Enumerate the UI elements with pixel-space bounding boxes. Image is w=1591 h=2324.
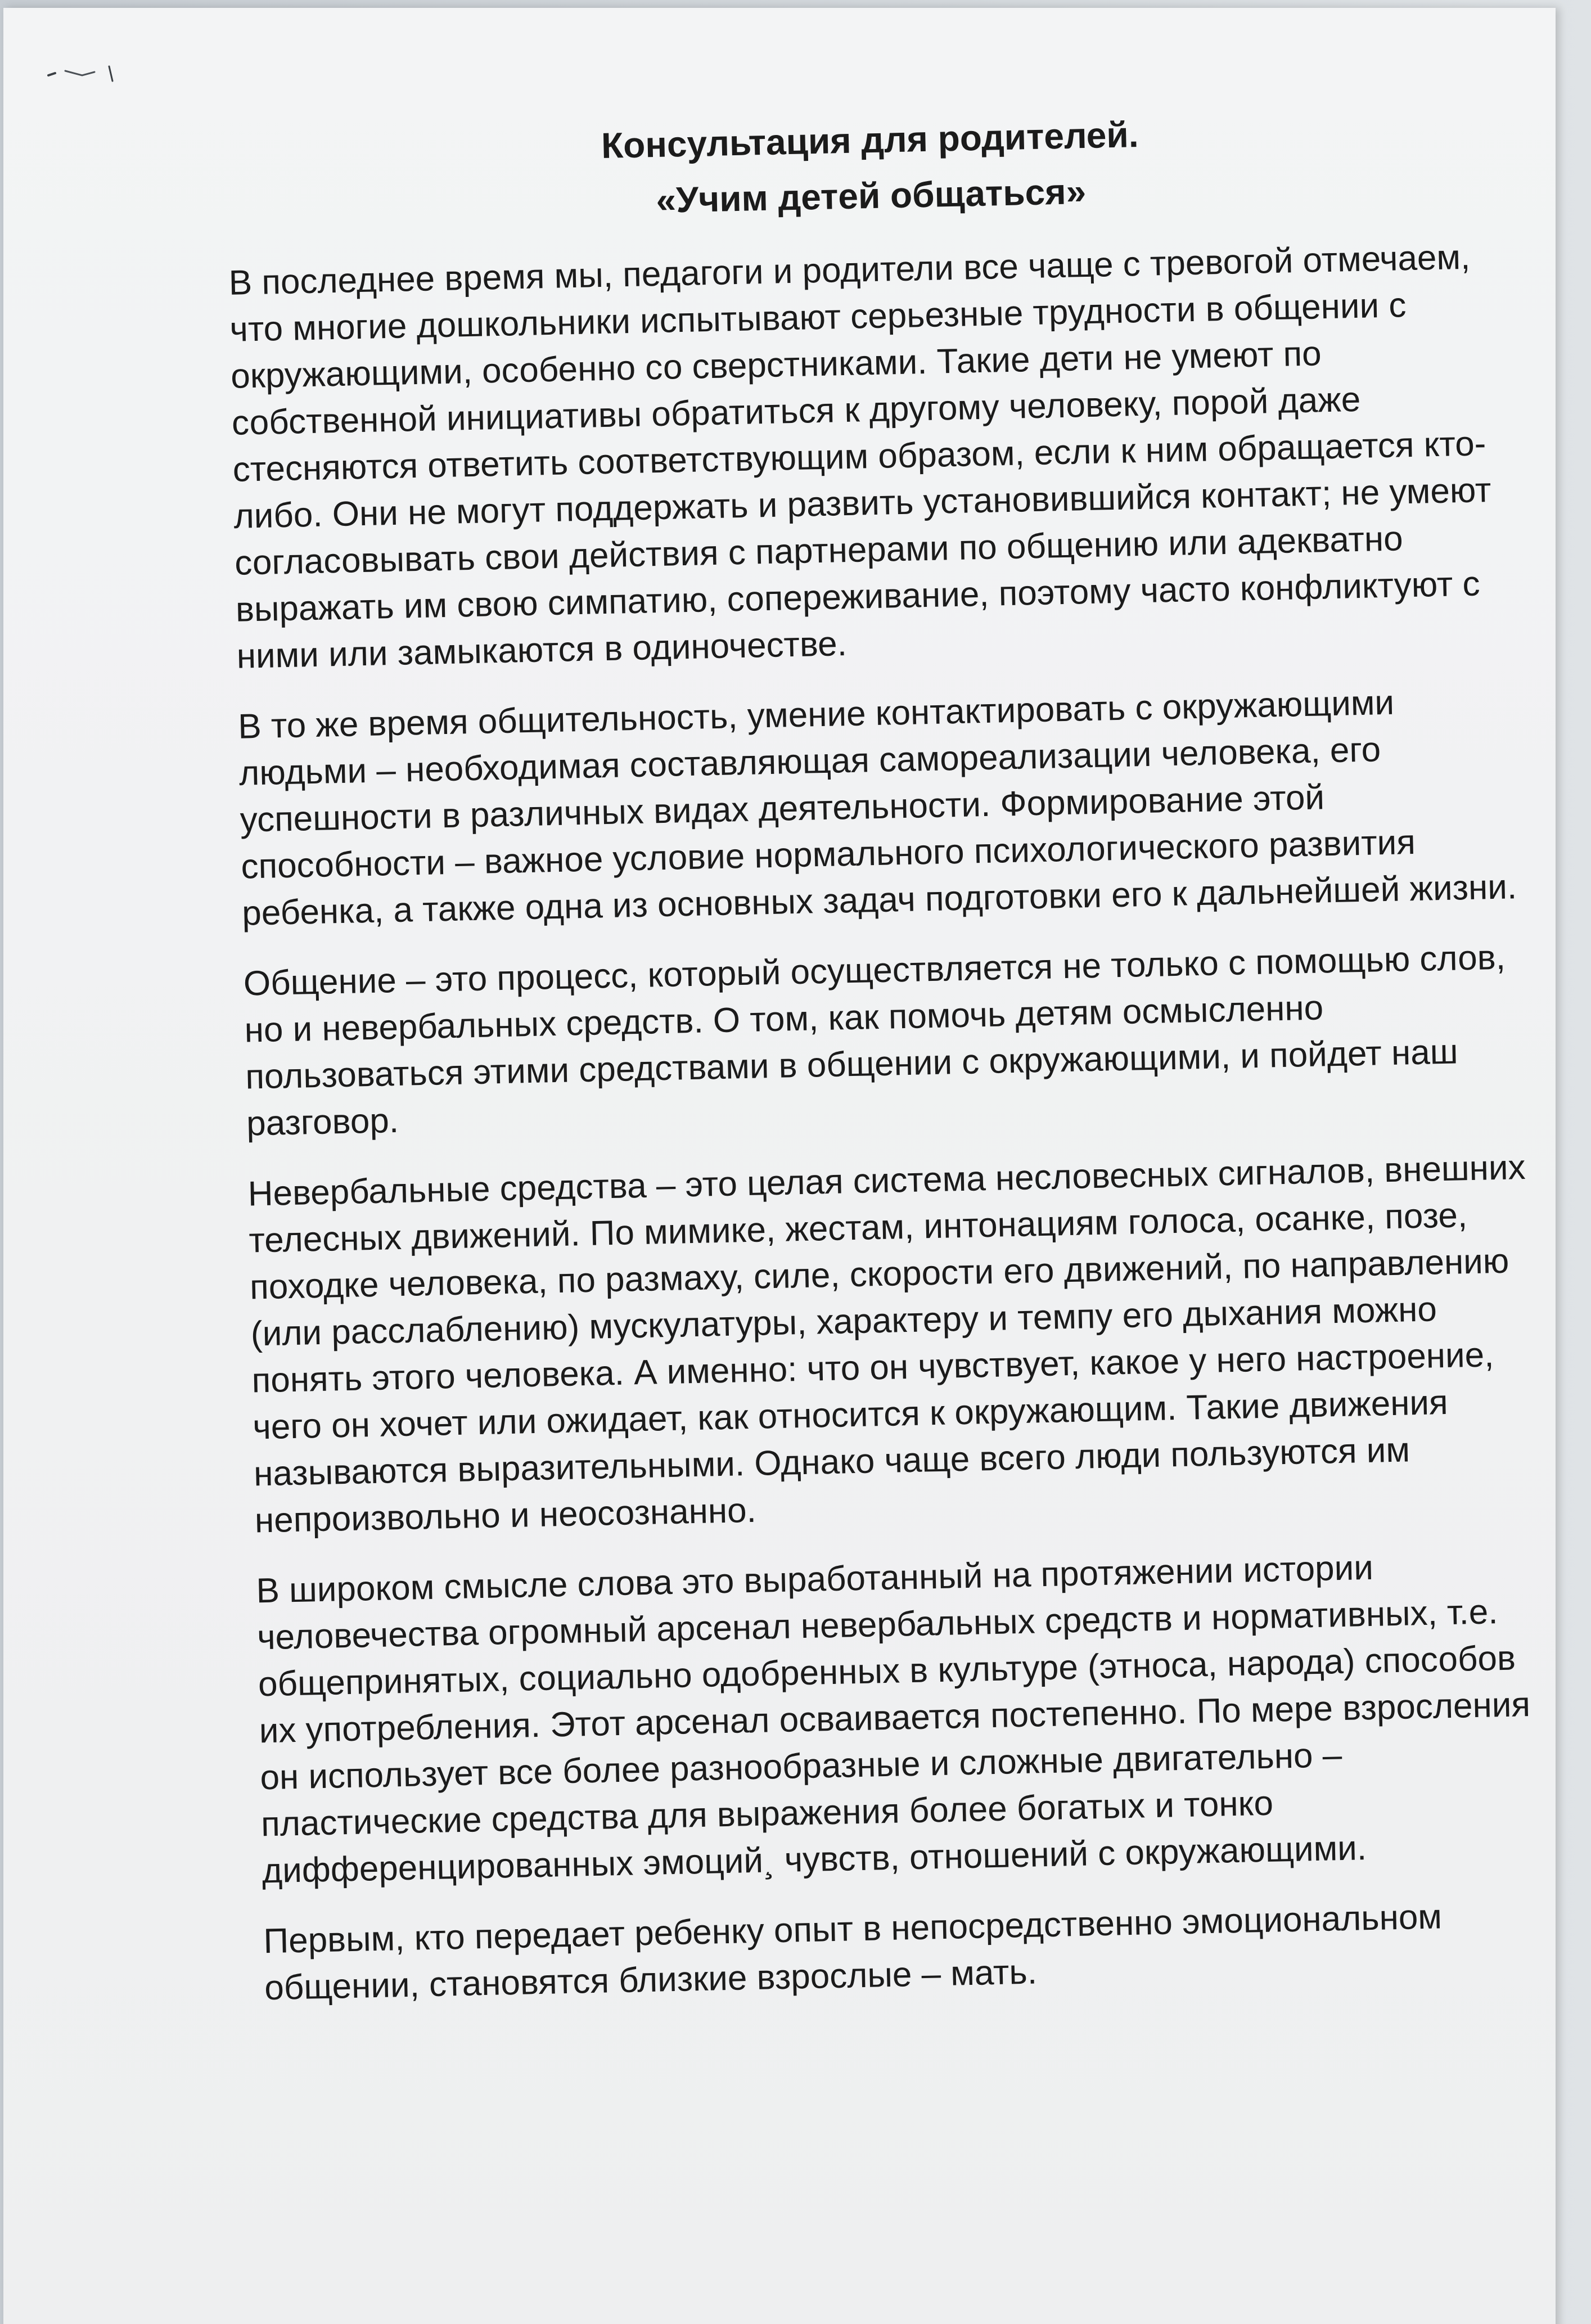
ink-marks-icon (43, 58, 133, 92)
paragraph-6: Первым, кто передает ребенку опыт в непосредственно эмоциональном общении, становятся близкие взрослые – мать. (263, 1897, 1443, 2008)
paragraph-5: В широком смысле слова это выработанный на протяжении истории человечества огромный арсенал невербальных средств и нормативных, т.е. общепринятых, социально одобренных в культуре (этноса, народа) способов их употребления. Этот арсенал осваивается постепенно. По мере взросления он использует все более разнообразные и сложные двигательно – пластические средства для выражения более богатых и тонко дифференцированных эмоций¸ чувств, отношений с окружающими. (255, 1548, 1531, 1891)
document-title: Консультация для родителей. (601, 114, 1139, 166)
document-subtitle: «Учим детей общаться» (655, 171, 1087, 221)
paragraph-2: В то же время общительность, умение контактировать с окружающими людьми – необходимая составляющая самореализации человека, его успешности в различных видах деятельности. Формирование этой способности – важное условие нормального психологического развития ребенка, а также одна из основных задач подготовки его к дальнейшей жизни. (237, 683, 1517, 934)
paper-sheet (3, 8, 1556, 2324)
paragraph-3: Общение – это процесс, который осуществляется не только с помощью слов, но и невербальных средств. О том, как помочь детям осмысленно пользоваться этими средствами в общении с окружающими, и пойдет наш разговор. (243, 938, 1506, 1143)
document-body (226, 99, 1553, 2035)
paragraph-1: В последнее время мы, педагоги и родители все чаще с тревогой отмечаем, что многие дошкольники испытывают серьезные трудности в общении с окружающими, особенно со сверстниками. Такие дети не умеют по собственной инициативы обратиться к другому человеку, порой даже стесняются ответить соответствующим образом, если к ним обращается кто-либо. Они не могут поддержать и развить установившийся контакт; не умеют согласовывать свои действия с партнерами по общению или адекватно выражать им свою симпатию, сопереживание, поэтому часто конфликтуют с ними или замыкаются в одиночестве. (228, 238, 1492, 677)
paragraph-4: Невербальные средства – это целая система несловесных сигналов, внешних телесных движений. По мимике, жестам, интонациям голоса, осанке, позе, походке человека, по размаху, силе, скорости его движений, по направлению (или расслаблению) мускулатуры, характеру и темпу его дыхания можно понять этого человека. А именно: что он чувствует, какое у него настроение, чего он хочет или ожидает, как относится к окружающим. Такие движения называются выразительными. Однако чаще всего люди пользуются им непроизвольно и неосознанно. (247, 1148, 1526, 1541)
